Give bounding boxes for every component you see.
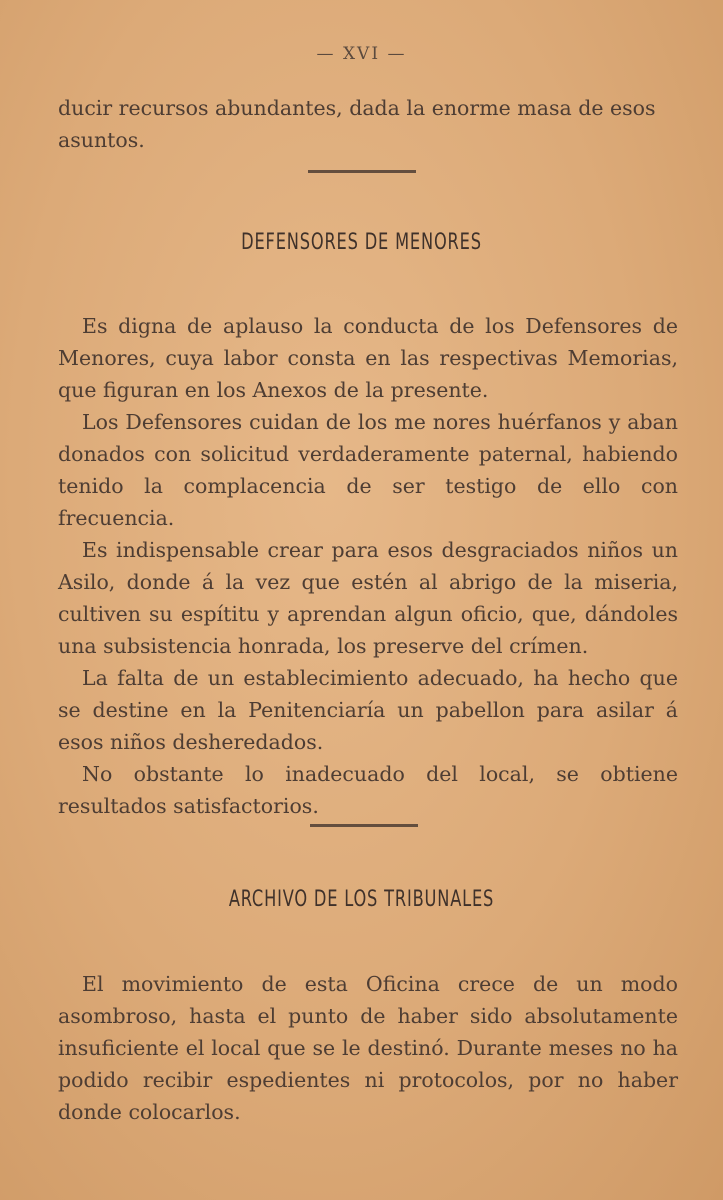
paragraph: Es indispensable crear para esos desgraciados niños un Asilo, donde á la vez que estén al abrigo de la miseria, cultiven su espítitu y aprendan algun oficio, que, dándoles una subsistencia honrada, los preserve del crímen.	[58, 538, 678, 658]
paragraph: Es digna de aplauso la conducta de los Defensores de Menores, cuya labor consta en las respectivas Memorias, que figuran en los Anexos de la presente.	[58, 314, 678, 402]
continued-text	[58, 92, 678, 156]
section-divider-1	[308, 170, 416, 173]
continued-line-1: ducir recursos abundantes, dada la enorme masa de esos	[58, 96, 656, 120]
paragraph: No obstante lo inadecuado del local, se obtiene resultados satisfactorios.	[58, 762, 678, 818]
section-divider-2	[310, 824, 418, 827]
section-body-defensores	[58, 310, 678, 822]
paragraph: La falta de un establecimiento adecuado, ha hecho que se destine en la Penitenciaría un pabellon para asilar á esos niños desheredados.	[58, 666, 678, 754]
paragraph: El movimiento de esta Oficina crece de un modo asombroso, hasta el punto de haber sido absolutamente insuficiente el local que se le destinó. Durante meses no ha podido recibir espedientes ni protocolos, por no haber donde colocarlos.	[58, 972, 678, 1124]
page-number: — XVI —	[316, 44, 407, 64]
continued-line-2: asuntos.	[58, 128, 145, 152]
section-body-archivo	[58, 968, 678, 1128]
section-title-archivo: ARCHIVO DE LOS TRIBUNALES	[228, 887, 495, 912]
section-title-defensores: DEFENSORES DE MENORES	[241, 230, 482, 255]
paragraph: Los Defensores cuidan de los me nores huérfanos y aban donados con solicitud verdaderamente paternal, habiendo tenido la complacencia de ser testigo de ello con frecuencia.	[58, 410, 678, 530]
